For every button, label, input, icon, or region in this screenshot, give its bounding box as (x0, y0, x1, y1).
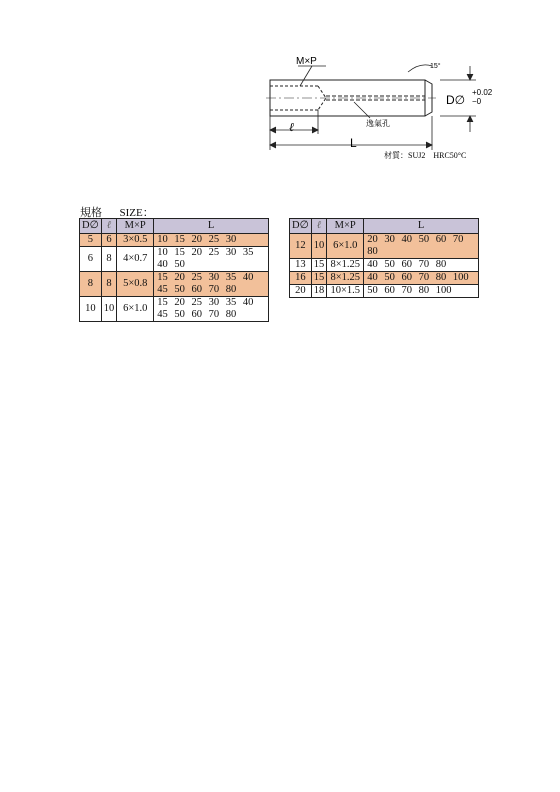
length-values-line: 50 60 70 80 100 (367, 285, 452, 296)
length-values-cell (154, 247, 269, 272)
material-note: 材質：SUJ2 HRC50°C (384, 151, 467, 160)
diameter-cell: 20 (290, 285, 312, 298)
diameter-cell: 10 (80, 297, 102, 322)
length-values-cell (154, 272, 269, 297)
diameter-cell: 16 (290, 272, 312, 285)
table-row (80, 297, 269, 322)
size-table-left (79, 218, 269, 322)
diameter-cell: 5 (80, 234, 102, 247)
tolerance-upper: +0.02 (472, 88, 493, 97)
length-values-line: 10 15 20 25 30 35 (157, 247, 254, 258)
length-values-line: 40 50 60 70 80 (367, 259, 447, 270)
thread-leader (298, 66, 326, 86)
pin-body (266, 80, 436, 116)
mp-cell: 6×1.0 (117, 297, 154, 322)
pin-drawing (0, 0, 560, 200)
length-values-cell (364, 259, 479, 272)
mp-cell: 4×0.7 (117, 247, 154, 272)
length-values-cell (364, 285, 479, 298)
angle-label: 15° (430, 63, 441, 70)
ell-cell: 10 (311, 234, 327, 259)
size-title-cn: 規格 (80, 207, 102, 219)
table-row (80, 272, 269, 297)
mp-cell: 6×1.0 (327, 234, 364, 259)
mp-cell: 8×1.25 (327, 259, 364, 272)
mp-cell: 10×1.5 (327, 285, 364, 298)
table-header-row (290, 219, 479, 234)
ell-cell: 6 (101, 234, 117, 247)
length-values-cell (364, 272, 479, 285)
length-short-label: ℓ (289, 120, 294, 134)
header-diameter: D∅ (80, 219, 102, 234)
length-values-line: 40 50 (157, 259, 185, 270)
length-values-line: 10 15 20 25 30 (157, 234, 237, 245)
ell-cell: 8 (101, 247, 117, 272)
ell-cell: 15 (311, 259, 327, 272)
vent-label: 逸氣孔 (366, 119, 390, 128)
thread-label: M×P (296, 56, 317, 67)
header-length: L (364, 219, 479, 234)
diameter-cell: 8 (80, 272, 102, 297)
length-values-line: 45 50 60 70 80 (157, 309, 237, 320)
length-values-line: 45 50 60 70 80 (157, 284, 237, 295)
length-values-line: 80 (367, 246, 378, 257)
diameter-cell: 13 (290, 259, 312, 272)
header-mp: M×P (327, 219, 364, 234)
diameter-symbol: D∅ (446, 93, 466, 107)
ell-cell: 18 (311, 285, 327, 298)
size-table-right (289, 218, 479, 298)
mp-cell: 5×0.8 (117, 272, 154, 297)
table-row (290, 234, 479, 259)
diameter-cell: 12 (290, 234, 312, 259)
length-values-line: 20 30 40 50 60 70 (367, 234, 464, 245)
table-row (290, 259, 479, 272)
tolerance-lower: −0 (472, 97, 482, 106)
ell-cell: 15 (311, 272, 327, 285)
ell-cell: 10 (101, 297, 117, 322)
length-values-cell (154, 297, 269, 322)
header-ell: ℓ (311, 219, 327, 234)
mp-cell: 8×1.25 (327, 272, 364, 285)
length-values-line: 15 20 25 30 35 40 (157, 297, 254, 308)
header-length: L (154, 219, 269, 234)
table-row (80, 234, 269, 247)
size-title-en: SIZE： (119, 207, 154, 219)
table-header-row (80, 219, 269, 234)
table-row (290, 272, 479, 285)
table-row (290, 285, 479, 298)
header-ell: ℓ (101, 219, 117, 234)
length-values-cell (364, 234, 479, 259)
header-mp: M×P (117, 219, 154, 234)
length-total-label: L (350, 136, 357, 150)
length-values-cell (154, 234, 269, 247)
diameter-cell: 6 (80, 247, 102, 272)
mp-cell: 3×0.5 (117, 234, 154, 247)
table-row (80, 247, 269, 272)
length-values-line: 40 50 60 70 80 100 (367, 272, 469, 283)
ell-cell: 8 (101, 272, 117, 297)
header-diameter: D∅ (290, 219, 312, 234)
length-values-line: 15 20 25 30 35 40 (157, 272, 254, 283)
angle-arc (408, 65, 432, 72)
